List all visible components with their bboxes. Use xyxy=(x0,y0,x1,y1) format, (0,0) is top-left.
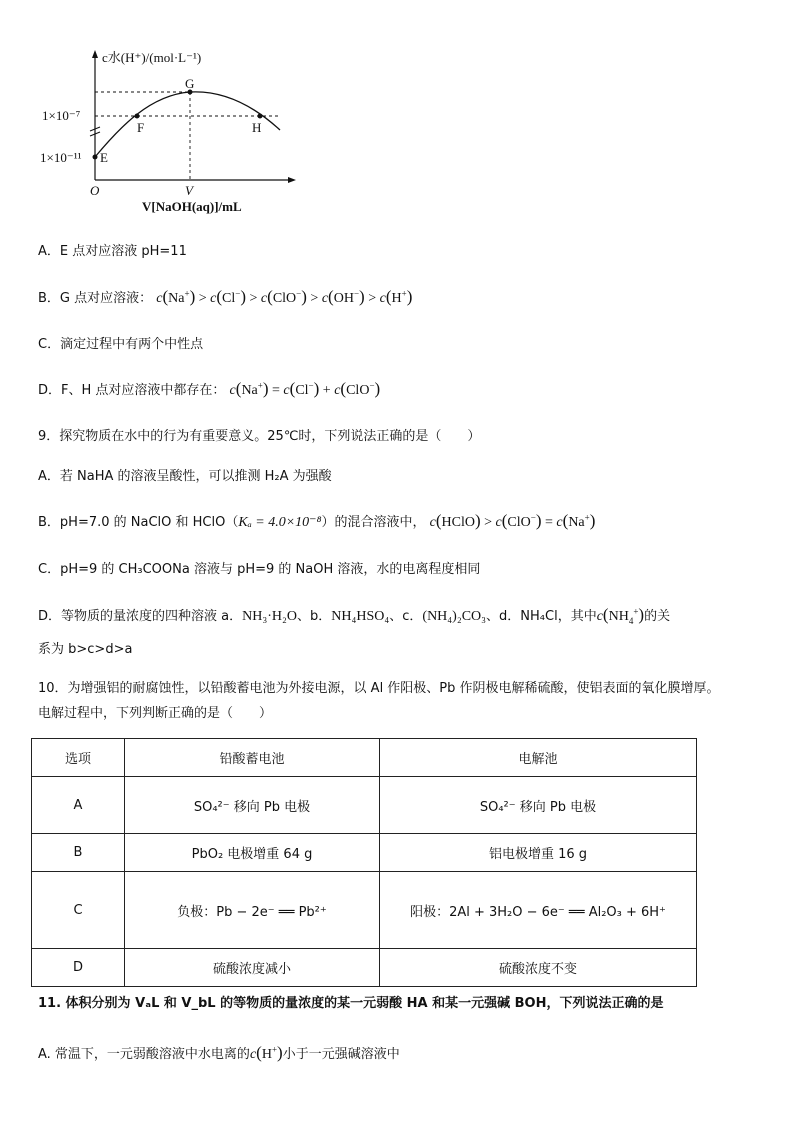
q8-option-d-prefix: D．F、H 点对应溶液中都存在： xyxy=(38,383,226,398)
q9-option-b-prefix: B．pH=7.0 的 NaClO 和 HClO（ xyxy=(38,515,239,530)
row-d-electrolysis: 硫酸浓度不变 xyxy=(380,949,697,987)
row-a-battery: SO₄²⁻ 移向 Pb 电极 xyxy=(125,777,380,834)
x-tick-v-label: V xyxy=(185,183,193,198)
table-row xyxy=(32,777,697,834)
q9-option-d-tail: 的关 xyxy=(644,609,671,624)
row-d-battery: 硫酸浓度减小 xyxy=(125,949,380,987)
row-b-label: B xyxy=(32,834,125,872)
q9-option-d-line2: 系为 b>c>d>a xyxy=(38,642,133,657)
table-row xyxy=(32,949,697,987)
tick-label-1e-7: 1×10⁻⁷ xyxy=(42,108,81,123)
table-row xyxy=(32,872,697,949)
q9-option-d-prefix: D．等物质的量浓度的四种溶液 a． xyxy=(38,609,243,624)
point-h xyxy=(258,114,263,119)
q10-options-table xyxy=(31,738,697,987)
header-option: 选项 xyxy=(32,739,125,777)
q9-option-d xyxy=(38,606,670,626)
q9-option-d-c-label: 、c． xyxy=(389,609,423,624)
point-f xyxy=(135,114,140,119)
q9-option-d-formula: $c(NH_4^+)$ xyxy=(596,605,645,626)
header-electrolysis: 电解池 xyxy=(380,739,697,777)
q8-option-b-formula: c(Na+) > c(Cl−) > c(ClO−) > c(OH−) > c(H+) xyxy=(156,287,413,306)
q8-option-d xyxy=(38,380,380,400)
point-label-h: H xyxy=(252,120,262,135)
q11-option-a-prefix: A. 常温下，一元弱酸溶液中水电离的 xyxy=(38,1047,250,1062)
titration-graph xyxy=(40,45,300,215)
q8-option-b-prefix: B．G 点对应溶液： xyxy=(38,291,153,306)
q8-option-d-formula: c(Na+) = c(Cl−) + c(ClO−) xyxy=(229,379,381,398)
q9-option-d-c: (NH₄)₂CO₃ xyxy=(422,609,487,624)
q9-option-c: C．pH=9 的 CH₃COONa 溶液与 pH=9 的 NaOH 溶液，水的电离程度相同 xyxy=(38,562,481,577)
point-label-e: E xyxy=(100,150,108,165)
origin-label: O xyxy=(90,183,100,198)
table-row xyxy=(32,834,697,872)
q9-option-d-d: 、d．NH₄Cl，其中 xyxy=(486,609,597,624)
q11-stem: 11. 体积分别为 VₐL 和 V_bL 的等物质的量浓度的某一元弱酸 HA 和某一元强碱 BOH，下列说法正确的是 xyxy=(38,996,664,1011)
point-label-g: G xyxy=(185,76,195,91)
point-e xyxy=(93,155,98,160)
row-d-label: D xyxy=(32,949,125,987)
x-axis-label: V[NaOH(aq)]/mL xyxy=(142,199,242,214)
q9-option-b-mid: ）的混合溶液中， xyxy=(321,515,426,530)
q8-option-b xyxy=(38,288,412,308)
q8-option-c: C．滴定过程中有两个中性点 xyxy=(38,337,204,352)
q9-option-d-a: NH₃·H₂O xyxy=(242,609,297,624)
table-header-row xyxy=(32,739,697,777)
tick-label-1e-11: 1×10⁻¹¹ xyxy=(40,150,82,165)
q10-stem-line1: 10．为增强铝的耐腐蚀性，以铅酸蓄电池为外接电源，以 Al 作阳极、Pb 作阴极电解稀硫酸，使铝表面的氧化膜增厚。 xyxy=(38,681,720,696)
y-axis-arrow xyxy=(92,50,98,58)
q9-stem: 9．探究物质在水中的行为有重要意义。25℃时，下列说法正确的是（ ） xyxy=(38,429,481,444)
q9-option-d-b: NH₄HSO₄ xyxy=(331,609,390,624)
q10-stem-line2: 电解过程中，下列判断正确的是（ ） xyxy=(38,706,273,721)
row-c-battery: 负极：Pb − 2e⁻ ══ Pb²⁺ xyxy=(125,872,380,949)
header-battery: 铅酸蓄电池 xyxy=(125,739,380,777)
q9-option-b xyxy=(38,512,595,532)
x-axis-arrow xyxy=(288,177,296,183)
q9-option-b-ka: Kₐ = 4.0×10⁻⁸ xyxy=(238,515,322,530)
row-a-electrolysis: SO₄²⁻ 移向 Pb 电极 xyxy=(380,777,697,834)
q9-option-a: A．若 NaHA 的溶液呈酸性，可以推测 H₂A 为强酸 xyxy=(38,469,332,484)
point-label-f: F xyxy=(137,120,145,135)
row-a-label: A xyxy=(32,777,125,834)
q9-option-b-formula: c(HClO) > c(ClO−) = c(Na+) xyxy=(429,511,596,530)
row-c-electrolysis: 阳极：2Al + 3H₂O − 6e⁻ ══ Al₂O₃ + 6H⁺ xyxy=(380,872,697,949)
q11-option-a-suffix: 小于一元强碱溶液中 xyxy=(282,1047,400,1062)
row-b-electrolysis: 铝电极增重 16 g xyxy=(380,834,697,872)
q11-option-a-formula: c(H+) xyxy=(249,1043,283,1062)
y-axis-label: c水(H⁺)/(mol·L⁻¹) xyxy=(102,50,202,65)
row-b-battery: PbO₂ 电极增重 64 g xyxy=(125,834,380,872)
q11-option-a xyxy=(38,1044,400,1064)
q9-option-d-b-label: 、b． xyxy=(296,609,332,624)
row-c-label: C xyxy=(32,872,125,949)
q8-option-a: A．E 点对应溶液 pH=11 xyxy=(38,244,187,259)
